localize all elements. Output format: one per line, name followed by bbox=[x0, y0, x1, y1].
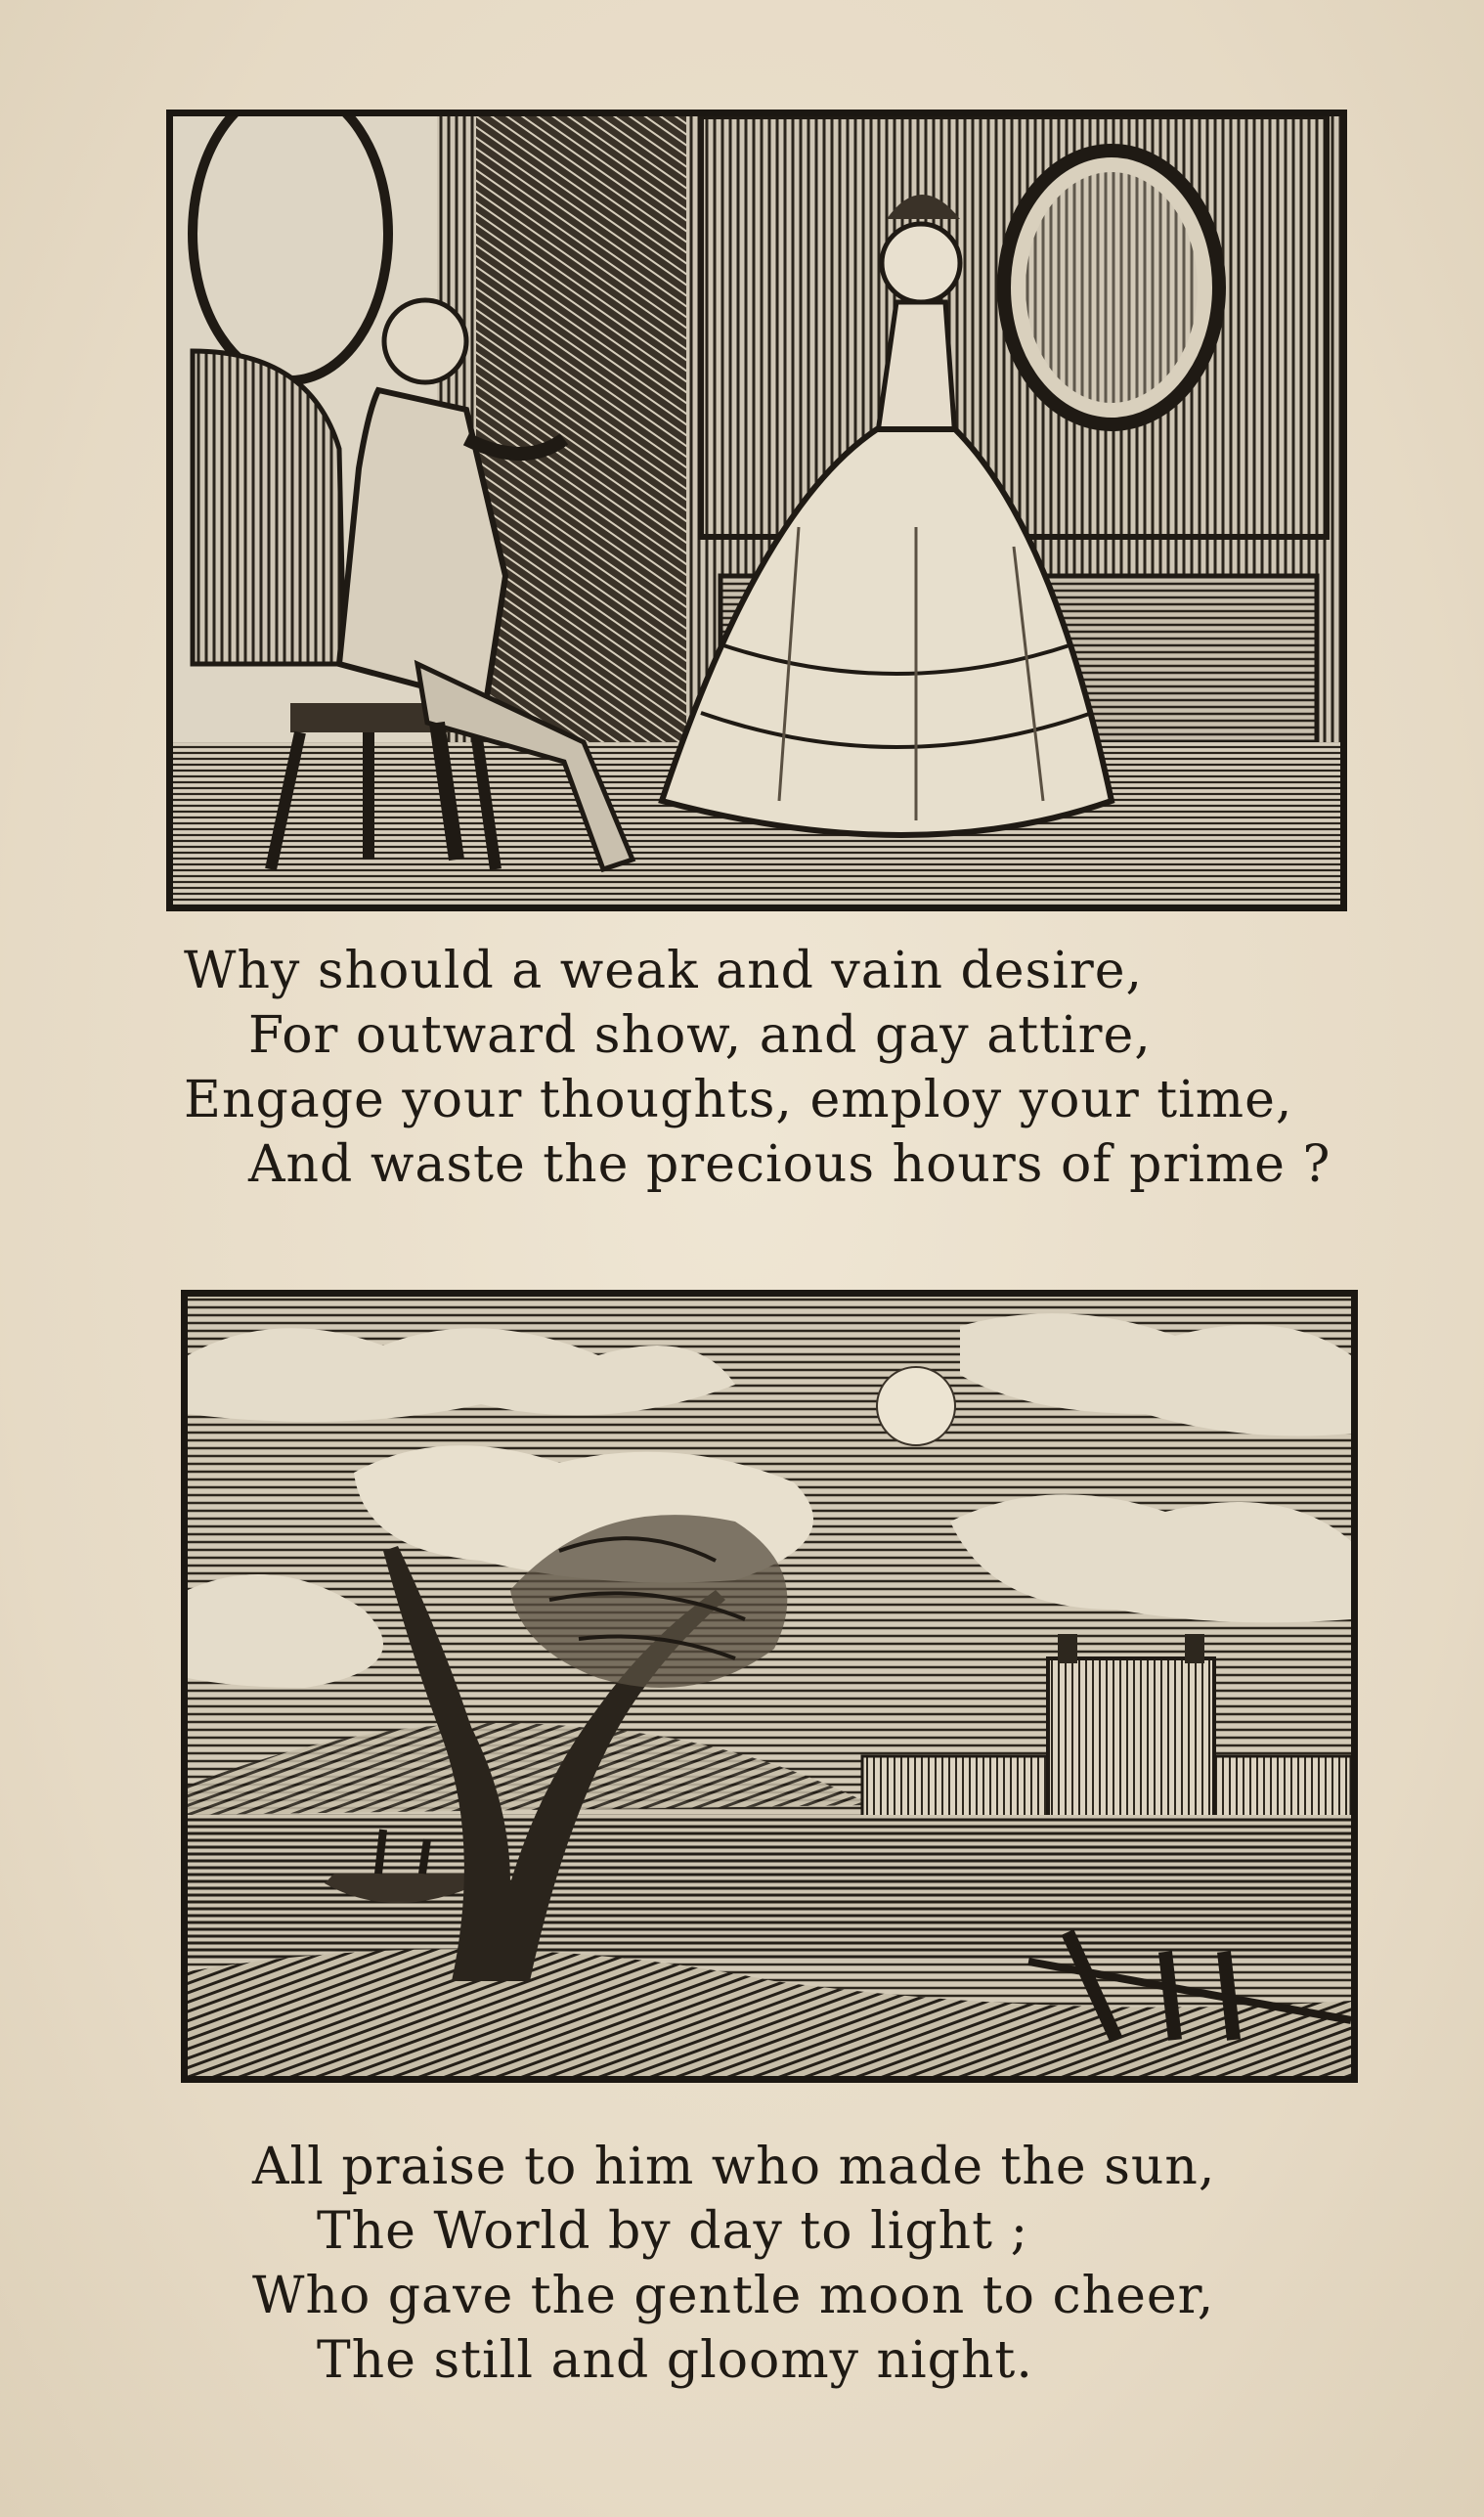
verse-1-line-3: Engage your thoughts, employ your time, bbox=[184, 1071, 1293, 1129]
woodcut-drawing-room bbox=[166, 110, 1347, 911]
verse-2-line-4: The still and gloomy night. bbox=[317, 2331, 1033, 2390]
verse-stanza-2 bbox=[252, 2135, 1215, 2393]
verse-1-line-2: For outward show, and gay attire, bbox=[248, 1006, 1152, 1065]
verse-1-line-1: Why should a weak and vain desire, bbox=[184, 942, 1143, 1000]
verse-1-line-4: And waste the precious hours of prime ? bbox=[248, 1135, 1331, 1194]
landscape-engraving bbox=[188, 1297, 1351, 2076]
drawing-room-engraving bbox=[173, 116, 1340, 905]
verse-stanza-1 bbox=[184, 939, 1331, 1197]
woodcut-landscape bbox=[181, 1290, 1358, 2083]
verse-2-line-3: Who gave the gentle moon to cheer, bbox=[252, 2267, 1215, 2325]
verse-2-line-2: The World by day to light ; bbox=[317, 2202, 1029, 2261]
verse-2-line-1: All praise to him who made the sun, bbox=[252, 2138, 1216, 2196]
